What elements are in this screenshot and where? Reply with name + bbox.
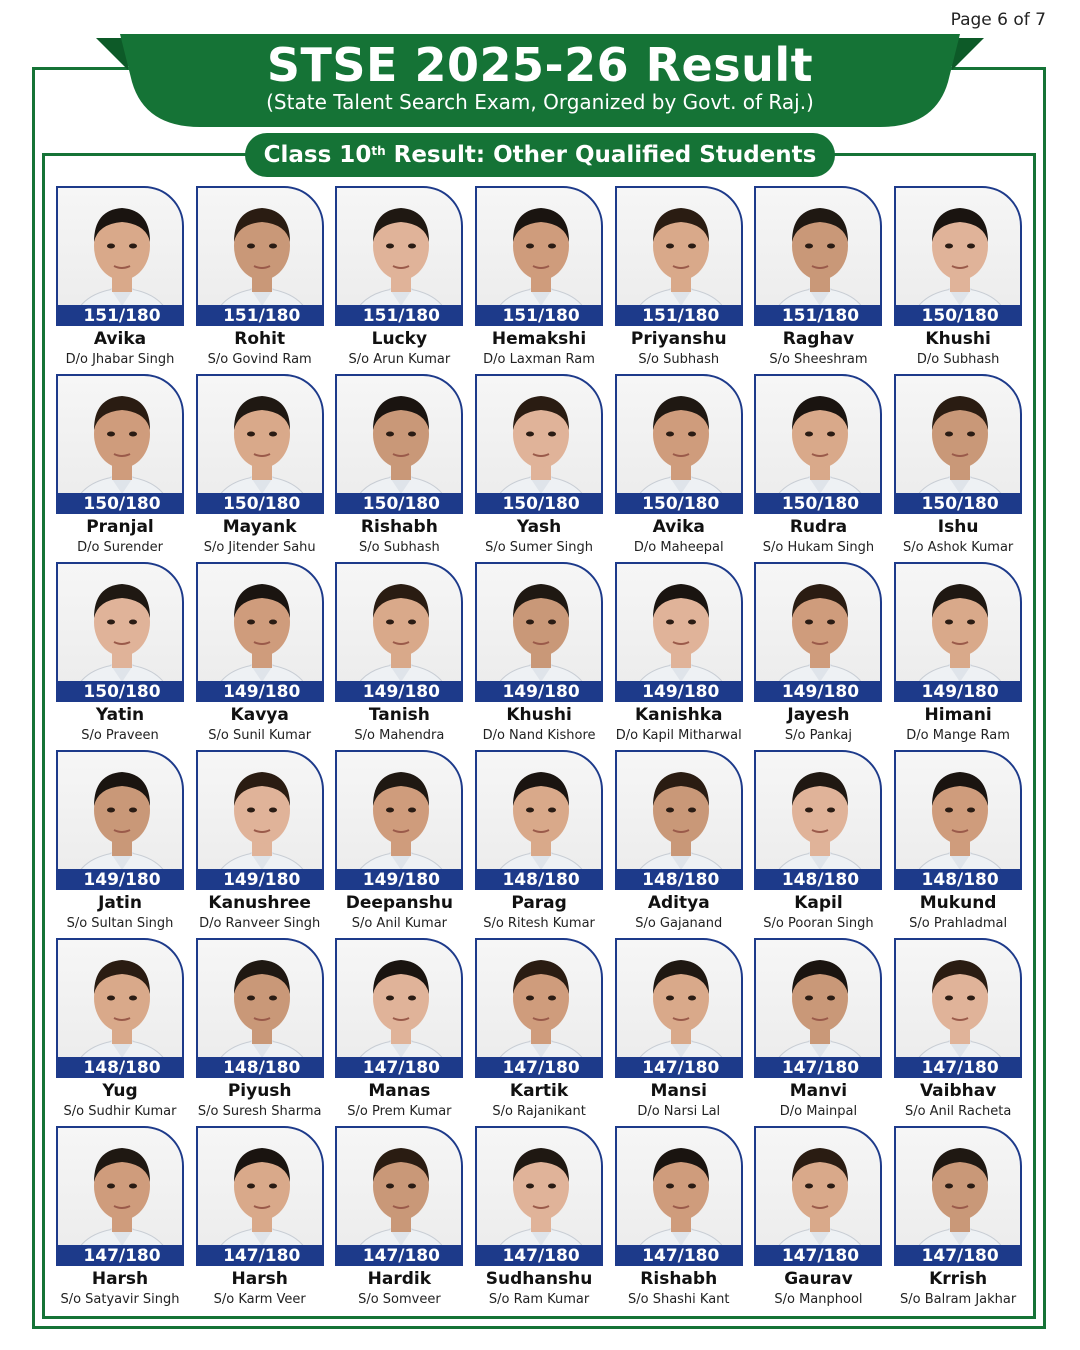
student-photo: [894, 186, 1022, 326]
student-photo: [475, 1126, 603, 1266]
student-card: [475, 938, 603, 1126]
student-photo: [475, 374, 603, 514]
student-parent: D/o Jhabar Singh: [65, 352, 175, 367]
score-badge: 150/180: [617, 493, 743, 514]
student-card: [754, 750, 882, 938]
student-photo: [754, 938, 882, 1078]
score-badge: 150/180: [756, 493, 882, 514]
student-card: [475, 186, 603, 374]
score-badge: 147/180: [756, 1057, 882, 1078]
student-photo: [56, 186, 184, 326]
student-card: [475, 374, 603, 562]
student-card: [894, 562, 1022, 750]
student-card: [56, 562, 184, 750]
student-photo: [335, 374, 463, 514]
student-photo: [615, 1126, 743, 1266]
student-photo: [615, 938, 743, 1078]
student-name: Mansi: [650, 1081, 707, 1101]
student-card: [335, 750, 463, 938]
student-photo: [615, 374, 743, 514]
student-grid: [56, 186, 1022, 1314]
student-parent: D/o Nand Kishore: [482, 728, 596, 743]
student-photo: [196, 1126, 324, 1266]
student-photo: [475, 562, 603, 702]
student-name: Rohit: [234, 329, 286, 349]
page-subtitle: (State Talent Search Exam, Organized by Govt. of Raj.): [266, 90, 814, 114]
student-photo: [196, 750, 324, 890]
student-name: Kavya: [230, 705, 289, 725]
score-badge: 147/180: [58, 1245, 184, 1266]
score-badge: 149/180: [896, 681, 1022, 702]
student-name: Harsh: [91, 1269, 149, 1289]
student-photo: [615, 186, 743, 326]
student-parent: S/o Arun Kumar: [348, 352, 451, 367]
student-name: Raghav: [782, 329, 855, 349]
student-card: [56, 186, 184, 374]
student-parent: S/o Satyavir Singh: [60, 1292, 180, 1307]
student-card: [615, 1126, 743, 1314]
student-name: Rishabh: [640, 1269, 718, 1289]
page-title: STSE 2025-26 Result: [266, 38, 814, 92]
student-parent: S/o Sumer Singh: [485, 540, 594, 555]
score-badge: 147/180: [617, 1245, 743, 1266]
student-photo: [754, 186, 882, 326]
student-name: Pranjal: [86, 517, 154, 537]
student-photo: [894, 750, 1022, 890]
student-card: [196, 562, 324, 750]
student-photo: [56, 374, 184, 514]
score-badge: 148/180: [617, 869, 743, 890]
student-card: [335, 186, 463, 374]
student-parent: S/o Somveer: [358, 1292, 441, 1307]
student-card: [754, 1126, 882, 1314]
student-photo: [335, 186, 463, 326]
student-name: Deepanshu: [345, 893, 453, 913]
student-photo: [196, 374, 324, 514]
student-name: Tanish: [368, 705, 430, 725]
student-card: [615, 374, 743, 562]
student-card: [894, 1126, 1022, 1314]
student-name: Sudhanshu: [485, 1269, 593, 1289]
student-name: Krrish: [929, 1269, 988, 1289]
score-badge: 151/180: [756, 305, 882, 326]
student-card: [196, 374, 324, 562]
student-parent: S/o Subhash: [359, 540, 440, 555]
score-badge: 147/180: [756, 1245, 882, 1266]
student-photo: [615, 562, 743, 702]
student-card: [56, 750, 184, 938]
student-photo: [475, 938, 603, 1078]
student-parent: S/o Ritesh Kumar: [483, 916, 595, 931]
student-parent: S/o Manphool: [774, 1292, 863, 1307]
section-title: [245, 133, 835, 177]
student-name: Mayank: [222, 517, 297, 537]
student-name: Harsh: [231, 1269, 288, 1289]
student-card: [335, 1126, 463, 1314]
student-parent: S/o Anil Kumar: [351, 916, 448, 931]
score-badge: 149/180: [198, 681, 324, 702]
student-parent: S/o Jitender Sahu: [203, 540, 316, 555]
student-card: [56, 374, 184, 562]
score-badge: 150/180: [896, 493, 1022, 514]
student-name: Ishu: [937, 517, 979, 537]
score-badge: 147/180: [198, 1245, 324, 1266]
student-photo: [754, 750, 882, 890]
student-name: Kanushree: [208, 893, 311, 913]
score-badge: 150/180: [477, 493, 603, 514]
student-card: [196, 1126, 324, 1314]
student-name: Kanishka: [634, 705, 723, 725]
student-card: [754, 938, 882, 1126]
page-number: Page 6 of 7: [950, 10, 1046, 30]
student-name: Rishabh: [360, 517, 438, 537]
student-parent: S/o Ram Kumar: [488, 1292, 590, 1307]
score-badge: 148/180: [756, 869, 882, 890]
student-name: Priyanshu: [630, 329, 727, 349]
score-badge: 147/180: [896, 1057, 1022, 1078]
student-parent: S/o Pooran Singh: [763, 916, 874, 931]
student-card: [894, 186, 1022, 374]
student-name: Lucky: [371, 329, 428, 349]
student-name: Jayesh: [787, 705, 850, 725]
student-parent: D/o Mainpal: [779, 1104, 858, 1119]
student-photo: [56, 1126, 184, 1266]
student-photo: [196, 938, 324, 1078]
section-label: Result: Other Qualified Students: [385, 142, 817, 168]
score-badge: 147/180: [477, 1245, 603, 1266]
student-card: [615, 186, 743, 374]
score-badge: 149/180: [617, 681, 743, 702]
student-card: [335, 938, 463, 1126]
score-badge: 147/180: [337, 1245, 463, 1266]
student-photo: [754, 562, 882, 702]
score-badge: 147/180: [617, 1057, 743, 1078]
student-parent: D/o Surender: [77, 540, 163, 555]
student-parent: S/o Govind Ram: [207, 352, 312, 367]
student-name: Jatin: [98, 893, 142, 913]
student-card: [56, 938, 184, 1126]
student-card: [894, 938, 1022, 1126]
student-photo: [56, 750, 184, 890]
student-name: Yatin: [95, 705, 145, 725]
student-parent: S/o Suresh Sharma: [197, 1104, 322, 1119]
student-parent: S/o Shashi Kant: [627, 1292, 730, 1307]
student-photo: [894, 1126, 1022, 1266]
student-name: Kartik: [509, 1081, 569, 1101]
student-card: [615, 750, 743, 938]
student-name: Gaurav: [784, 1269, 853, 1289]
student-photo: [615, 750, 743, 890]
score-badge: 149/180: [477, 681, 603, 702]
score-badge: 149/180: [337, 681, 463, 702]
student-photo: [335, 750, 463, 890]
student-photo: [894, 374, 1022, 514]
student-parent: D/o Narsi Lal: [637, 1104, 721, 1119]
student-name: Avika: [652, 517, 705, 537]
student-card: [475, 750, 603, 938]
student-parent: S/o Sultan Singh: [66, 916, 174, 931]
score-badge: 149/180: [58, 869, 184, 890]
score-badge: 150/180: [58, 493, 184, 514]
student-card: [335, 562, 463, 750]
student-card: [475, 562, 603, 750]
score-badge: 150/180: [337, 493, 463, 514]
student-parent: S/o Anil Racheta: [904, 1104, 1012, 1119]
student-name: Khushi: [506, 705, 572, 725]
student-parent: S/o Ashok Kumar: [902, 540, 1014, 555]
student-parent: S/o Prahladmal: [909, 916, 1008, 931]
student-photo: [196, 562, 324, 702]
student-parent: S/o Subhash: [638, 352, 720, 367]
student-parent: D/o Maheepal: [633, 540, 724, 555]
student-photo: [754, 374, 882, 514]
score-badge: 148/180: [198, 1057, 324, 1078]
student-parent: S/o Sudhir Kumar: [63, 1104, 177, 1119]
student-photo: [475, 186, 603, 326]
student-parent: S/o Mahendra: [354, 728, 445, 743]
student-card: [894, 374, 1022, 562]
student-card: [196, 750, 324, 938]
student-name: Manas: [368, 1081, 431, 1101]
score-badge: 149/180: [756, 681, 882, 702]
score-badge: 147/180: [477, 1057, 603, 1078]
score-badge: 150/180: [58, 681, 184, 702]
section-class: Class 10: [263, 142, 372, 168]
score-badge: 148/180: [896, 869, 1022, 890]
student-photo: [475, 750, 603, 890]
student-photo: [56, 938, 184, 1078]
student-name: Hemakshi: [491, 329, 587, 349]
student-photo: [335, 1126, 463, 1266]
student-name: Kapil: [794, 893, 843, 913]
student-name: Rudra: [789, 517, 848, 537]
student-photo: [335, 562, 463, 702]
student-parent: S/o Rajanikant: [492, 1104, 586, 1119]
student-name: Vaibhav: [919, 1081, 997, 1101]
student-name: Yash: [516, 517, 562, 537]
student-parent: S/o Sheeshram: [769, 352, 868, 367]
student-card: [754, 186, 882, 374]
student-parent: S/o Sunil Kumar: [208, 728, 312, 743]
score-badge: 151/180: [58, 305, 184, 326]
score-badge: 147/180: [896, 1245, 1022, 1266]
student-name: Avika: [93, 329, 147, 349]
student-parent: S/o Prem Kumar: [347, 1104, 452, 1119]
student-name: Parag: [511, 893, 567, 913]
student-name: Mukund: [919, 893, 997, 913]
student-parent: D/o Kapil Mitharwal: [615, 728, 742, 743]
student-name: Yug: [102, 1081, 138, 1101]
student-card: [56, 1126, 184, 1314]
student-card: [894, 750, 1022, 938]
score-badge: 150/180: [198, 493, 324, 514]
student-parent: D/o Ranveer Singh: [199, 916, 321, 931]
student-parent: S/o Hukam Singh: [762, 540, 875, 555]
student-card: [196, 186, 324, 374]
student-photo: [335, 938, 463, 1078]
student-parent: D/o Subhash: [916, 352, 1000, 367]
score-badge: 148/180: [477, 869, 603, 890]
student-card: [615, 938, 743, 1126]
student-name: Khushi: [925, 329, 991, 349]
student-parent: D/o Laxman Ram: [483, 352, 595, 367]
student-photo: [894, 938, 1022, 1078]
student-photo: [754, 1126, 882, 1266]
student-parent: S/o Balram Jakhar: [900, 1292, 1017, 1307]
student-photo: [56, 562, 184, 702]
score-badge: 151/180: [617, 305, 743, 326]
student-parent: S/o Praveen: [81, 728, 159, 743]
score-badge: 149/180: [337, 869, 463, 890]
student-parent: S/o Karm Veer: [213, 1292, 306, 1307]
student-card: [475, 1126, 603, 1314]
section-class-suffix: th: [371, 144, 386, 158]
score-badge: 151/180: [198, 305, 324, 326]
student-name: Hardik: [367, 1269, 432, 1289]
student-parent: S/o Pankaj: [784, 728, 852, 743]
student-name: Himani: [924, 705, 992, 725]
student-parent: D/o Mange Ram: [906, 728, 1010, 743]
score-badge: 150/180: [896, 305, 1022, 326]
score-badge: 149/180: [198, 869, 324, 890]
student-parent: S/o Gajanand: [635, 916, 723, 931]
student-card: [335, 374, 463, 562]
student-card: [754, 374, 882, 562]
score-badge: 151/180: [337, 305, 463, 326]
student-name: Manvi: [789, 1081, 848, 1101]
score-badge: 147/180: [337, 1057, 463, 1078]
student-photo: [196, 186, 324, 326]
score-badge: 148/180: [58, 1057, 184, 1078]
student-name: Piyush: [227, 1081, 292, 1101]
student-card: [196, 938, 324, 1126]
student-card: [754, 562, 882, 750]
student-photo: [894, 562, 1022, 702]
score-badge: 151/180: [477, 305, 603, 326]
student-name: Aditya: [647, 893, 710, 913]
student-card: [615, 562, 743, 750]
